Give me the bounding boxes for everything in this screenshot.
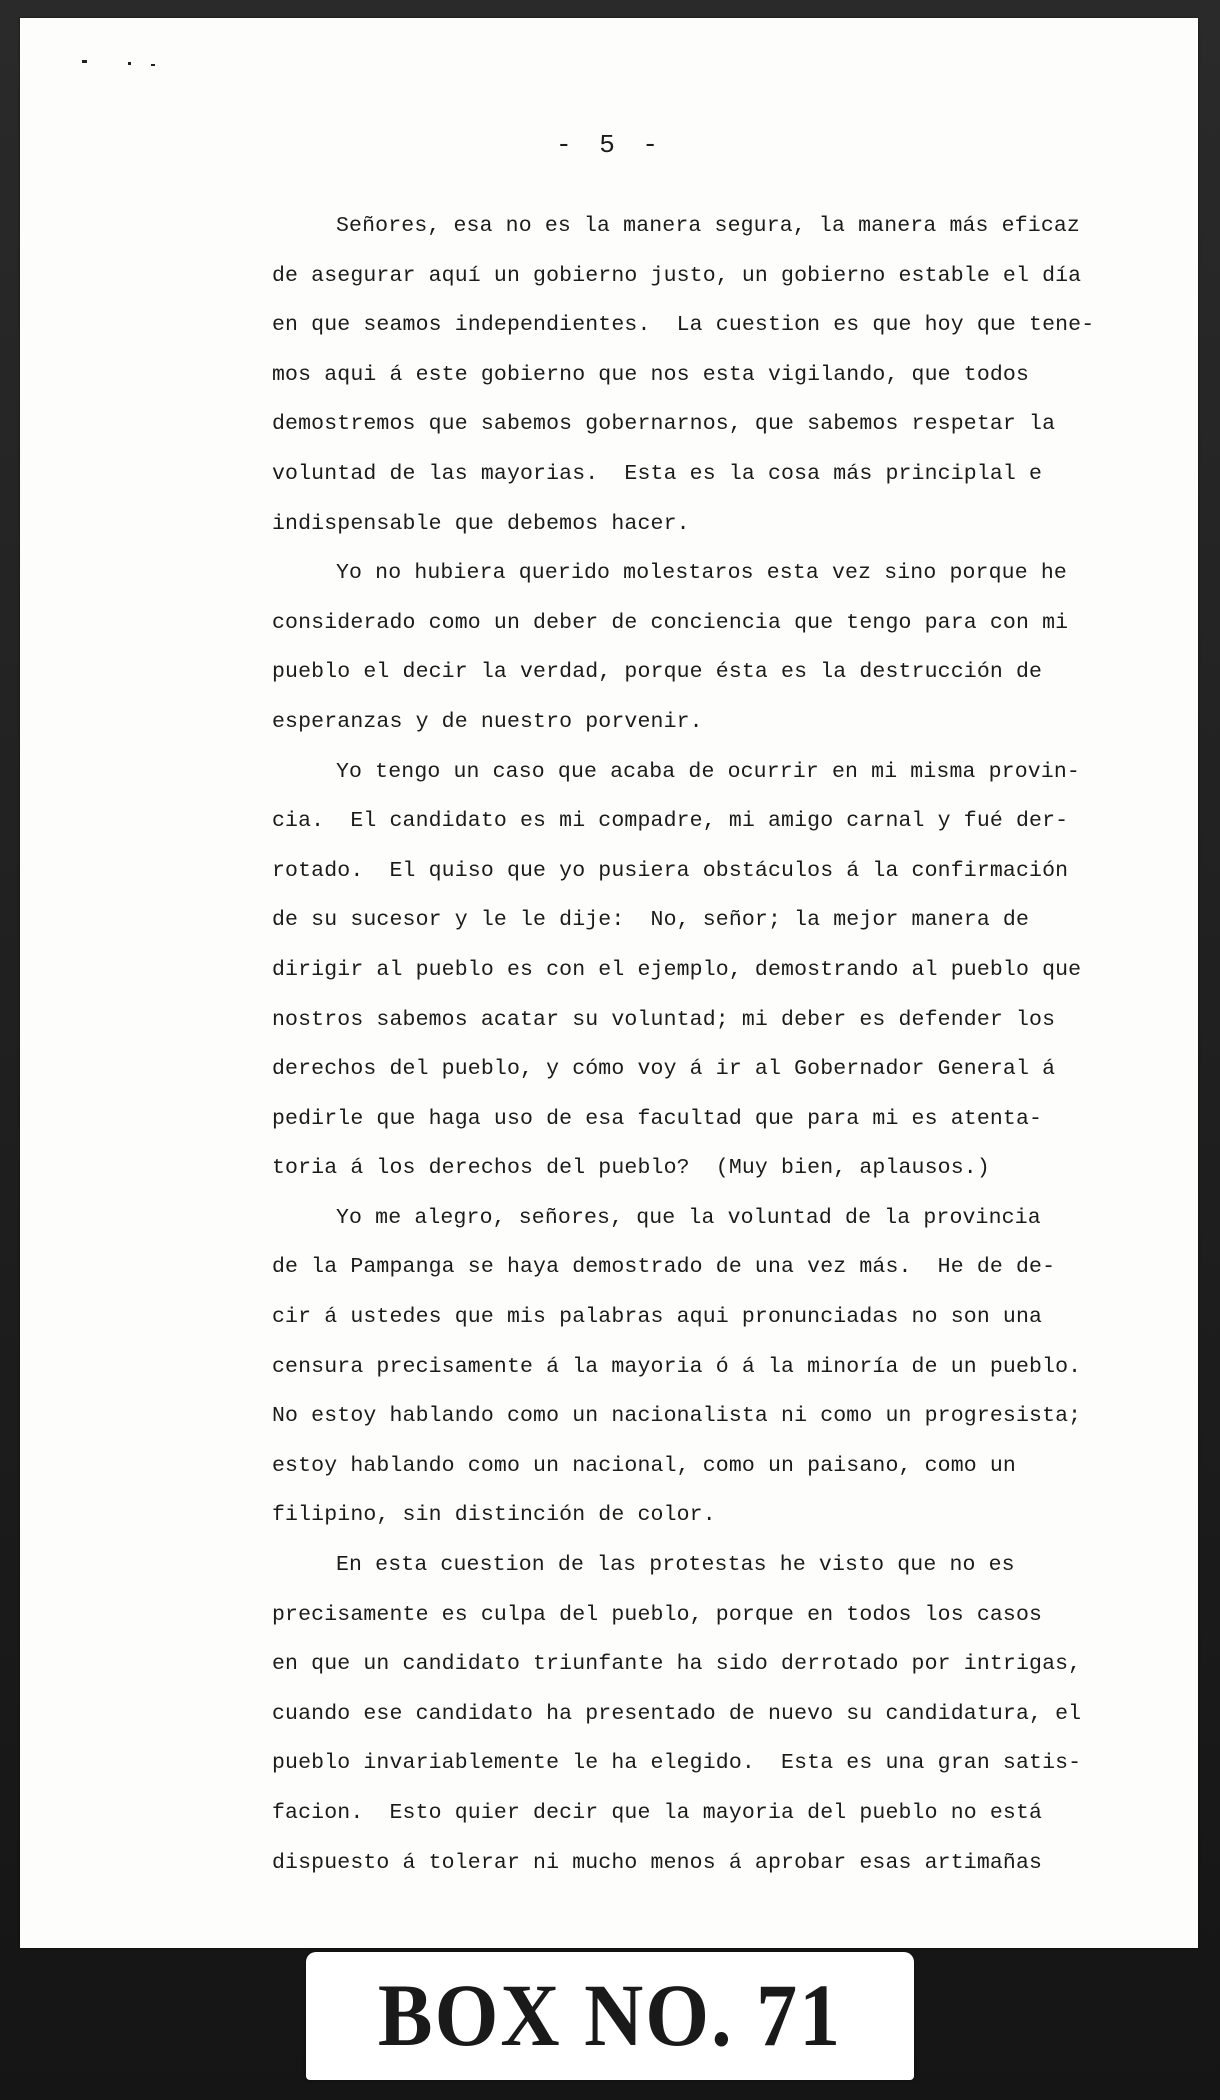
text-line: pedirle que haga uso de esa facultad que para mi es atenta-: [272, 1106, 1043, 1131]
text-line: pueblo invariablemente le ha elegido. Esta es una gran satis-: [272, 1751, 1082, 1776]
scan-speck: [151, 64, 155, 66]
text-line: voluntad de las mayorias. Esta es la cosa más principlal e: [272, 461, 1043, 486]
text-line: En esta cuestion de las protestas he visto que no es: [336, 1553, 1015, 1578]
text-line: cir á ustedes que mis palabras aqui pronunciadas no son una: [272, 1305, 1043, 1330]
text-line: en que un candidato triunfante ha sido derrotado por intrigas,: [272, 1652, 1082, 1677]
text-line: estoy hablando como un nacional, como un paisano, como un: [272, 1453, 1016, 1478]
text-line: pueblo el decir la verdad, porque ésta es la destrucción de: [272, 660, 1043, 685]
text-line: mos aqui á este gobierno que nos esta vigilando, que todos: [272, 362, 1030, 387]
text-line: de la Pampanga se haya demostrado de una vez más. He de de-: [272, 1255, 1056, 1280]
text-line: en que seamos independientes. La cuestion es que hoy que tene-: [272, 313, 1095, 338]
page-number: - 5 -: [555, 130, 664, 160]
text-line: considerado como un deber de conciencia que tengo para con mi: [272, 610, 1069, 635]
text-line: demostremos que sabemos gobernarnos, que sabemos respetar la: [272, 412, 1056, 437]
scan-speck: [82, 60, 87, 63]
scan-speck: [128, 62, 131, 65]
text-line: de su sucesor y le le dije: No, señor; la mejor manera de: [272, 908, 1030, 933]
archive-box-label: [306, 1952, 914, 2080]
text-line: precisamente es culpa del pueblo, porque en todos los casos: [272, 1602, 1043, 1627]
text-line: rotado. El quiso que yo pusiera obstáculos á la confirmación: [272, 858, 1069, 883]
text-line: cuando ese candidato ha presentado de nuevo su candidatura, el: [272, 1701, 1082, 1726]
text-line: facion. Esto quier decir que la mayoria del pueblo no está: [272, 1801, 1043, 1825]
text-line: de asegurar aquí un gobierno justo, un gobierno estable el día: [272, 263, 1082, 288]
text-line: filipino, sin distinción de color.: [272, 1503, 716, 1528]
text-line: Yo me alegro, señores, que la voluntad de la provincia: [336, 1205, 1041, 1230]
text-line: indispensable que debemos hacer.: [272, 511, 690, 536]
text-line: censura precisamente á la mayoria ó á la minoría de un pueblo.: [272, 1354, 1082, 1379]
text-line: dirigir al pueblo es con el ejemplo, demostrando al pueblo que: [272, 957, 1082, 982]
text-line: nostros sabemos acatar su voluntad; mi deber es defender los: [272, 1007, 1056, 1032]
text-line: derechos del pueblo, y cómo voy á ir al Gobernador General á: [272, 1057, 1056, 1082]
text-line: No estoy hablando como un nacionalista ni como un progresista;: [272, 1404, 1082, 1429]
typewritten-body: [272, 202, 1095, 1888]
text-line: Yo no hubiera querido molestaros esta vez sino porque he: [336, 561, 1067, 586]
archive-box-label-text: BOX NO. 71: [377, 1966, 843, 2065]
text-line: Señores, esa no es la manera segura, la manera más eficaz: [336, 214, 1080, 238]
text-line: cia. El candidato es mi compadre, mi amigo carnal y fué der-: [272, 809, 1069, 834]
text-line: Yo tengo un caso que acaba de ocurrir en mi misma provin-: [336, 759, 1080, 784]
text-line: toria á los derechos del pueblo? (Muy bien, aplausos.): [272, 1156, 990, 1181]
text-line: dispuesto á tolerar ni mucho menos á aprobar esas artimañas: [272, 1850, 1043, 1875]
text-line: esperanzas y de nuestro porvenir.: [272, 709, 703, 734]
